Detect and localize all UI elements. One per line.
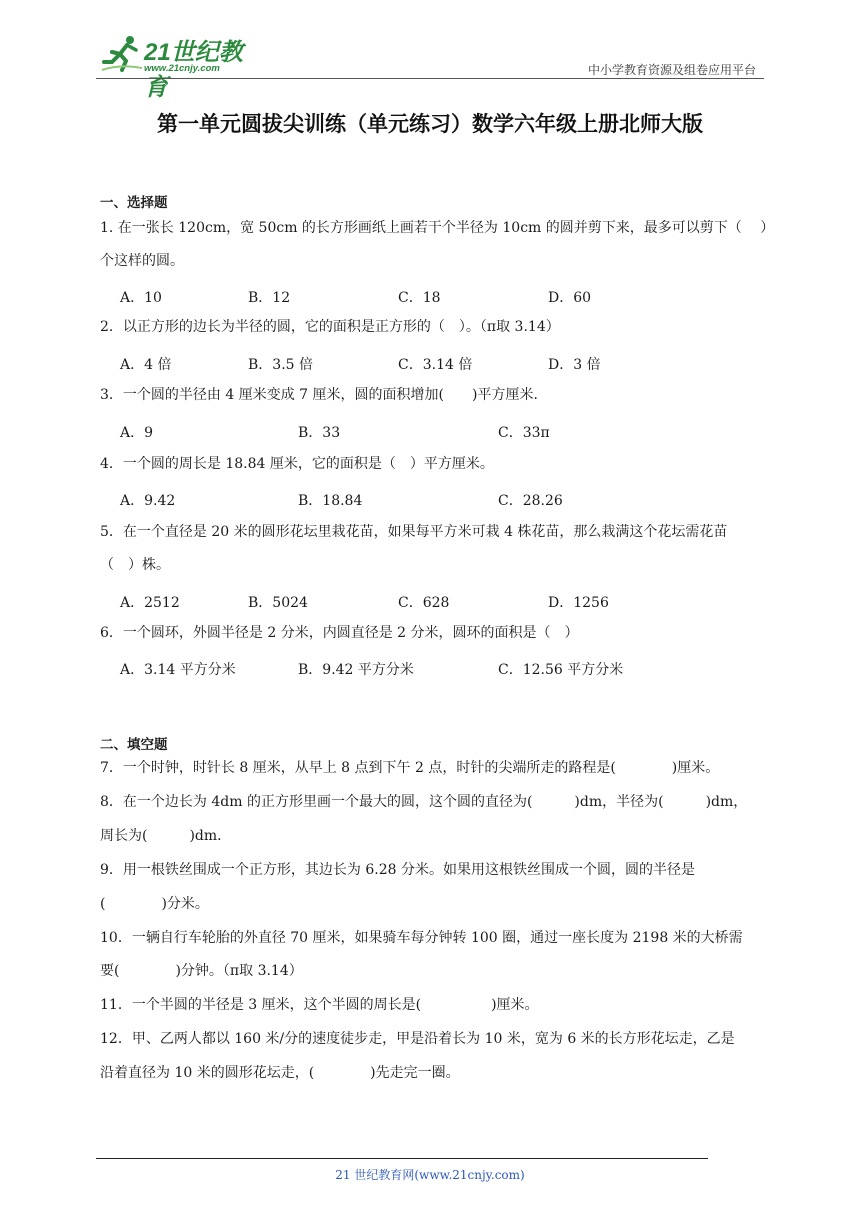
q1-option-d: D．60 [548,290,592,306]
question-12-line-2: 沿着直径为 10 米的圆形花坛走，( )先走完一圈。 [100,1065,460,1081]
question-8-line-1: 8．在一个边长为 4dm 的正方形里画一个最大的圆，这个圆的直径为( )dm，半径为( )dm， [100,794,748,810]
question-10-line-1: 10．一辆自行车轮胎的外直径 70 厘米，如果骑车每分钟转 100 圈，通过一座长度为 2198 米的大桥需 [100,930,743,946]
q6-option-b: B．9.42 平方分米 [298,662,414,678]
q5-option-c: C．628 [398,595,450,611]
q2-option-d: D．3 倍 [548,357,601,373]
q5-option-a: A．2512 [120,595,180,611]
section-heading-choice: 一、选择题 [100,195,168,211]
page-header [96,30,764,101]
q6-option-c: C．12.56 平方分米 [498,662,624,678]
q3-option-a: A．9 [120,425,154,441]
question-11: 11．一个半圆的半径是 3 厘米，这个半圆的周长是( )厘米。 [100,997,539,1013]
question-5-line-1: 5．在一个直径是 20 米的圆形花坛里栽花苗，如果每平方米可栽 4 株花苗，那么栽满这个花坛需花苗 [100,524,728,540]
header-divider [96,78,764,79]
logo-url: www.21cnjy.com [144,63,220,74]
q2-option-a: A．4 倍 [120,357,172,373]
question-9-line-2: ( )分米。 [100,896,209,912]
page-title: 第一单元圆拔尖训练（单元练习）数学六年级上册北师大版 [157,111,703,136]
runner-icon [100,34,144,74]
q5-option-d: D．1256 [548,595,609,611]
q1-option-c: C．18 [398,290,441,306]
question-8-line-2: 周长为( )dm． [100,828,232,844]
question-2: 2．以正方形的边长为半径的圆，它的面积是正方形的（ ）。（π取 3.14） [100,319,560,335]
question-9-line-1: 9．用一根铁丝围成一个正方形，其边长为 6.28 分米。如果用这根铁丝围成一个圆，圆的半径是 [100,862,695,878]
q1-option-b: B．12 [248,290,291,306]
footer-link[interactable]: 21 世纪教育网(www.21cnjy.com) [335,1168,525,1182]
q3-option-c: C．33π [498,425,550,441]
question-7: 7．一个时钟，时针长 8 厘米，从早上 8 点到下午 2 点，时针的尖端所走的路程是( )厘米。 [100,760,720,776]
footer-divider [96,1158,708,1159]
platform-tagline: 中小学教育资源及组卷应用平台 [587,63,756,77]
question-1-line-1: 1. 在一张长 120cm，宽 50cm 的长方形画纸上画若干个半径为 10cm 的圆并剪下来，最多可以剪下（ ） [100,220,775,236]
q4-option-c: C．28.26 [498,493,563,509]
question-10-line-2: 要( )分钟。（π取 3.14） [100,963,303,979]
site-logo [96,30,266,101]
question-12-line-1: 12．甲、乙两人都以 160 米/分的速度徒步走，甲是沿着长为 10 米，宽为 6 米的长方形花坛走，乙是 [100,1031,735,1047]
q3-option-b: B．33 [298,425,341,441]
q4-option-a: A．9.42 [120,493,176,509]
question-5-line-2: （ ）株。 [100,557,170,573]
question-3: 3．一个圆的半径由 4 厘米变成 7 厘米，圆的面积增加( )平方厘米． [100,387,548,403]
q2-option-c: C．3.14 倍 [398,357,473,373]
q2-option-b: B．3.5 倍 [248,357,314,373]
q6-option-a: A．3.14 平方分米 [120,662,236,678]
question-6: 6．一个圆环，外圆半径是 2 分米，内圆直径是 2 分米，圆环的面积是（ ） [100,625,579,641]
section-heading-fill: 二、填空题 [100,737,168,753]
q4-option-b: B．18.84 [298,493,363,509]
q1-option-a: A．10 [120,290,162,306]
question-4: 4．一个圆的周长是 18.84 厘米，它的面积是（ ）平方厘米。 [100,456,494,472]
question-1-line-2: 个这样的圆。 [100,253,184,269]
logo-wordmark: 21世纪教育 [144,39,243,101]
q5-option-b: B．5024 [248,595,308,611]
